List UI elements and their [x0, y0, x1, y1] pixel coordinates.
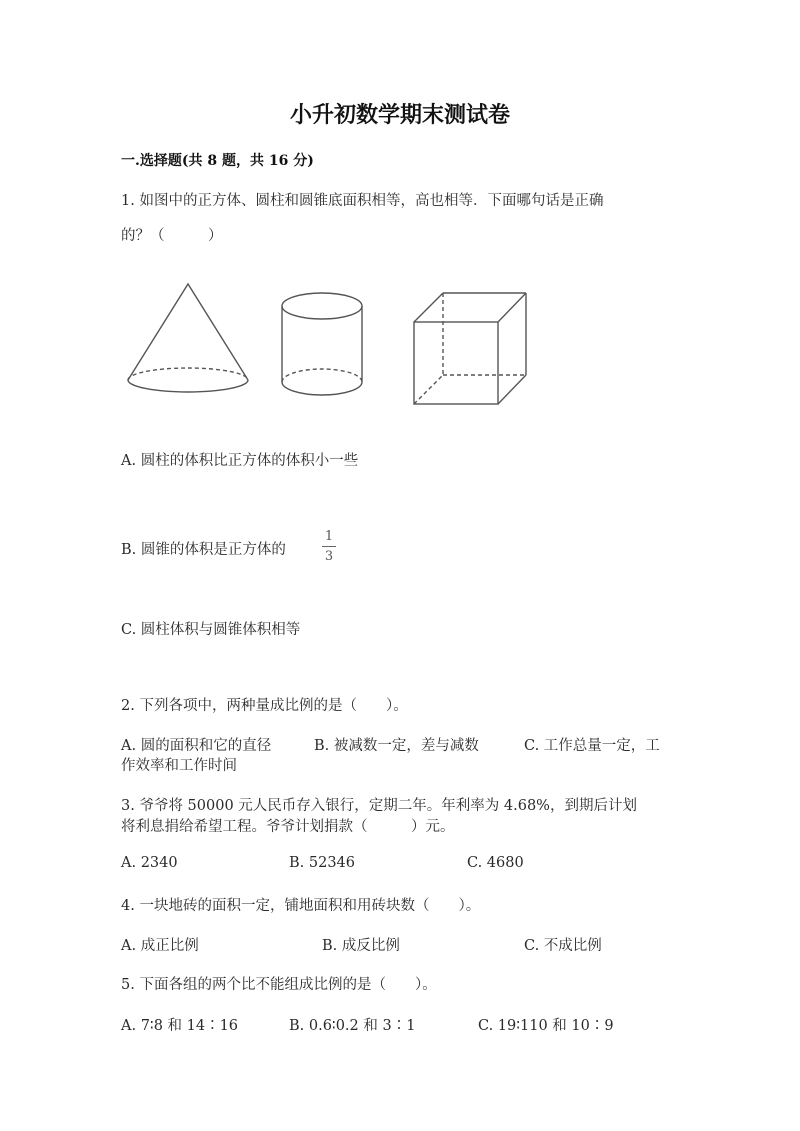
q2-option-c: C. 工作总量一定，工 [524, 738, 660, 754]
page-title: 小升初数学期末测试卷 [289, 102, 510, 128]
q3-option-a: A. 2340 [121, 855, 178, 871]
q1-figure [118, 278, 538, 410]
fraction-numerator: 1 [324, 529, 334, 544]
cube-icon [414, 293, 526, 404]
fraction-denominator: 3 [324, 549, 334, 564]
q4-stem: 4. 一块地砖的面积一定，铺地面积和用砖块数（ ）。 [121, 898, 481, 914]
q5-option-b: B. 0.6∶0.2 和 3∶1 [289, 1018, 416, 1034]
q4-option-a: A. 成正比例 [121, 938, 199, 954]
q5-option-c: C. 19∶110 和 10∶9 [478, 1018, 614, 1034]
fraction-one-third [322, 530, 336, 563]
cone-icon [128, 284, 248, 392]
q1-option-c: C. 圆柱体积与圆锥体积相等 [121, 622, 301, 638]
section-header: 一.选择题(共 8 题，共 16 分) [121, 153, 314, 169]
q3-option-b: B. 52346 [289, 855, 356, 871]
q1-stem-line2: 的？（ ） [121, 228, 223, 244]
q1-stem-line1: 1. 如图中的正方体、圆柱和圆锥底面积相等，高也相等．下面哪句话是正确 [121, 193, 604, 209]
q3-option-c: C. 4680 [467, 855, 524, 871]
fraction-bar [322, 546, 336, 547]
cylinder-icon [282, 293, 362, 395]
q3-stem-line1: 3. 爷爷将 50000 元人民币存入银行，定期二年。年利率为 4.68%，到期后计划 [121, 798, 637, 814]
q2-stem: 2. 下列各项中，两种量成比例的是（ ）。 [121, 698, 408, 714]
q4-option-b: B. 成反比例 [322, 938, 400, 954]
q1-option-a: A. 圆柱的体积比正方体的体积小一些 [121, 453, 359, 469]
q3-stem-line2: 将利息捐给希望工程。爷爷计划捐款（ ）元。 [121, 819, 455, 835]
q2-option-a: A. 圆的面积和它的直径 [121, 738, 272, 754]
q5-stem: 5. 下面各组的两个比不能组成比例的是（ ）。 [121, 977, 437, 993]
q2-option-b: B. 被减数一定，差与减数 [314, 738, 479, 754]
q2-option-c-wrap: 作效率和工作时间 [121, 758, 237, 774]
q5-option-a: A. 7∶8 和 14∶16 [121, 1018, 239, 1034]
q4-option-c: C. 不成比例 [524, 938, 602, 954]
q1-option-b: B. 圆锥的体积是正方体的 [121, 542, 286, 558]
